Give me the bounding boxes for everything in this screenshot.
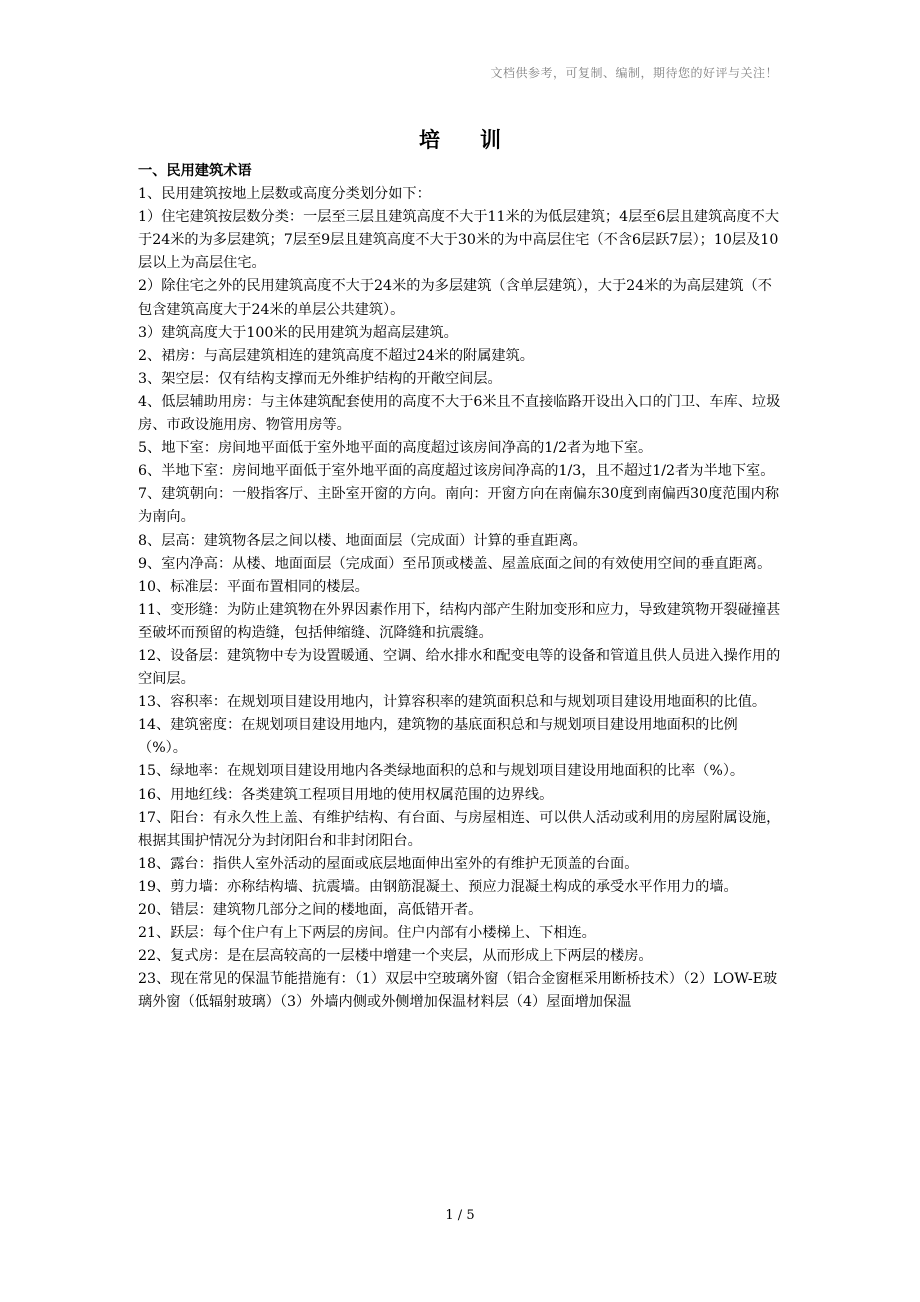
paragraph: 17、阳台：有永久性上盖、有维护结构、有台面、与房屋相连、可以供人活动或利用的房屋附属设施，根据其围护情况分为封闭阳台和非封闭阳台。 [138, 809, 781, 849]
paragraph: 1）住宅建筑按层数分类：一层至三层且建筑高度不大于11米的为低层建筑；4层至6层且建筑高度不大于24米的为多层建筑；7层至9层且建筑高度不大于30米的为中高层住宅（不含6层跃7层）；10层及10层以上为高层住宅。 [138, 209, 780, 272]
document-body [138, 160, 782, 1014]
paragraph: 3、架空层：仅有结构支撑而无外维护结构的开敞空间层。 [138, 370, 502, 387]
paragraph: 5、地下室：房间地平面低于室外地平面的高度超过该房间净高的1/2者为地下室。 [138, 440, 653, 457]
paragraph: 7、建筑朝向：一般指客厅、主卧室开窗的方向。南向：开窗方向在南偏东30度到南偏西30度范围内称为南向。 [138, 486, 780, 526]
paragraph: 23、现在常见的保温节能措施有：（1）双层中空玻璃外窗（铝合金窗框采用断桥技术）（2）LOW-E玻璃外窗（低辐射玻璃）（3）外墙内侧或外侧增加保温材料层（4）屋面增加保温 [138, 971, 778, 1011]
paragraph: 13、容积率：在规划项目建设用地内，计算容积率的建筑面积总和与规划项目建设用地面积的比值。 [138, 694, 767, 711]
paragraph: 14、建筑密度：在规划项目建设用地内，建筑物的基底面积总和与规划项目建设用地面积的比例（%）。 [138, 717, 738, 757]
page-indicator: 1 / 5 [445, 1208, 475, 1223]
paragraph: 19、剪力墙：亦称结构墙、抗震墙。由钢筋混凝土、预应力混凝土构成的承受水平作用力的墙。 [138, 878, 738, 895]
paragraph: 20、错层：建筑物几部分之间的楼地面，高低错开者。 [138, 902, 483, 918]
paragraph: 21、跃层：每个住户有上下两层的房间。住户内部有小楼梯上、下相连。 [138, 925, 596, 942]
paragraph: 2、裙房：与高层建筑相连的建筑高度不超过24米的附属建筑。 [138, 347, 534, 364]
paragraph: 11、变形缝：为防止建筑物在外界因素作用下，结构内部产生附加变形和应力，导致建筑物开裂碰撞甚至破坏而预留的构造缝，包括伸缩缝、沉降缝和抗震缝。 [138, 601, 781, 641]
paragraph: 18、露台：指供人室外活动的屋面或底层地面伸出室外的有维护无顶盖的台面。 [138, 855, 639, 872]
paragraph: 2）除住宅之外的民用建筑高度不大于24米的为多层建筑（含单层建筑），大于24米的为高层建筑（不包含建筑高度大于24米的单层公共建筑）。 [138, 278, 772, 318]
paragraph: 3）建筑高度大于100米的民用建筑为超高层建筑。 [138, 324, 458, 341]
section-heading: 一、民用建筑术语 [138, 163, 252, 179]
paragraph: 22、复式房：是在层高较高的一层楼中增建一个夹层，从而形成上下两层的楼房。 [138, 948, 653, 965]
page-title: 培训 [419, 127, 541, 152]
paragraph: 12、设备层：建筑物中专为设置暖通、空调、给水排水和配变电等的设备和管道且供人员进入操作用的空间层。 [138, 647, 781, 688]
paragraph: 10、标准层：平面布置相同的楼层。 [138, 578, 369, 595]
paragraph: 9、室内净高：从楼、地面面层（完成面）至吊顶或楼盖、屋盖底面之间的有效使用空间的垂直距离。 [138, 555, 772, 572]
header-note: 文档供参考，可复制、编制，期待您的好评与关注！ [490, 66, 778, 80]
paragraph: 6、半地下室：房间地平面低于室外地平面的高度超过该房间净高的1/3，且不超过1/2者为半地下室。 [138, 463, 775, 480]
paragraph: 8、层高：建筑物各层之间以楼、地面面层（完成面）计算的垂直距离。 [138, 532, 587, 549]
paragraph: 16、用地红线：各类建筑工程项目用地的使用权属范围的边界线。 [138, 786, 554, 803]
paragraph: 4、低层辅助用房：与主体建筑配套使用的高度不大于6米且不直接临路开设出入口的门卫、车库、垃圾房、市政设施用房、物管用房等。 [138, 393, 781, 434]
paragraph: 15、绿地率：在规划项目建设用地内各类绿地面积的总和与规划项目建设用地面积的比率（%）。 [138, 763, 745, 780]
paragraph: 1、民用建筑按地上层数或高度分类划分如下： [138, 186, 431, 203]
